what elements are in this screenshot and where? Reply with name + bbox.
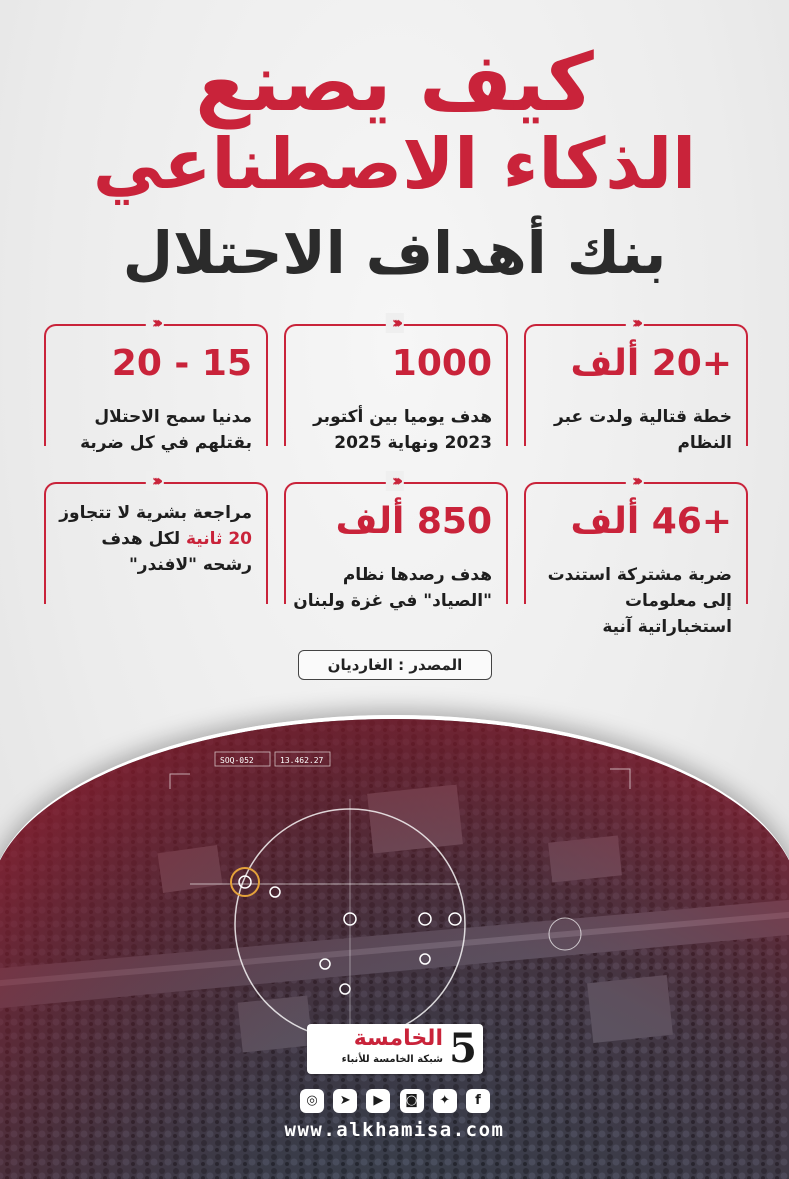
hud-label: 13.462.27 <box>280 756 324 765</box>
telegram-icon[interactable]: ➤ <box>333 1089 357 1113</box>
stat-value: +20 ألف <box>570 343 732 384</box>
logo-digit: 5 <box>449 1025 477 1072</box>
chevrons-icon: ‹‹‹‹ <box>146 471 164 491</box>
facebook-icon[interactable]: f <box>466 1089 490 1113</box>
chevrons-icon: ‹‹‹‹ <box>626 313 644 333</box>
brand-logo <box>307 1024 483 1074</box>
twitter-icon[interactable]: ✦ <box>433 1089 457 1113</box>
source-label: المصدر : الغارديان <box>298 650 492 680</box>
title-line-1: كيف يصنع <box>195 36 594 129</box>
hud-label: SOQ-052 <box>220 756 254 765</box>
stat-description: خطة قتالية ولدت عبر النظام <box>554 407 732 453</box>
stat-value: 1000 <box>391 343 492 384</box>
dribbble-icon[interactable]: ◎ <box>300 1089 324 1113</box>
brand-name: الخامسة <box>353 1026 443 1051</box>
chevrons-icon: ‹‹‹‹ <box>146 313 164 333</box>
stat-description: هدف رصدها نظام "الصياد" في غزة ولبنان <box>293 565 492 611</box>
stat-value: +46 ألف <box>570 501 732 542</box>
stat-value: 850 ألف <box>335 501 492 542</box>
stat-value: 15 - 20 <box>111 343 252 384</box>
stat-description: مدنيا سمح الاحتلال بقتلهم في كل ضربة <box>80 407 252 453</box>
desc-part-2: لكل هدف رشحه "لافندر" <box>101 529 252 575</box>
stat-description <box>50 500 252 578</box>
subtitle: بنك أهداف الاحتلال <box>122 219 667 287</box>
chevrons-icon: ‹‹‹‹ <box>386 471 404 491</box>
title-line-2: الذكاء الاصطناعي <box>92 123 697 205</box>
youtube-icon[interactable]: ▶ <box>366 1089 390 1113</box>
stat-description: هدف يوميا بين أكتوبر 2023 ونهاية 2025 <box>313 407 492 453</box>
chevrons-icon: ‹‹‹‹ <box>386 313 404 333</box>
instagram-icon[interactable]: ◙ <box>400 1089 424 1113</box>
website-link[interactable]: www.alkhamisa.com <box>284 1119 505 1141</box>
stat-description: ضربة مشتركة استندت إلى معلومات استخباراتية آنية <box>547 565 732 637</box>
chevrons-icon: ‹‹‹‹ <box>626 471 644 491</box>
brand-tagline: شبكة الخامسة للأنباء <box>341 1054 443 1065</box>
social-icons <box>300 1089 490 1115</box>
desc-highlight: 20 ثانية <box>186 529 252 549</box>
desc-part-1: مراجعة بشرية لا تتجاوز <box>59 503 252 523</box>
